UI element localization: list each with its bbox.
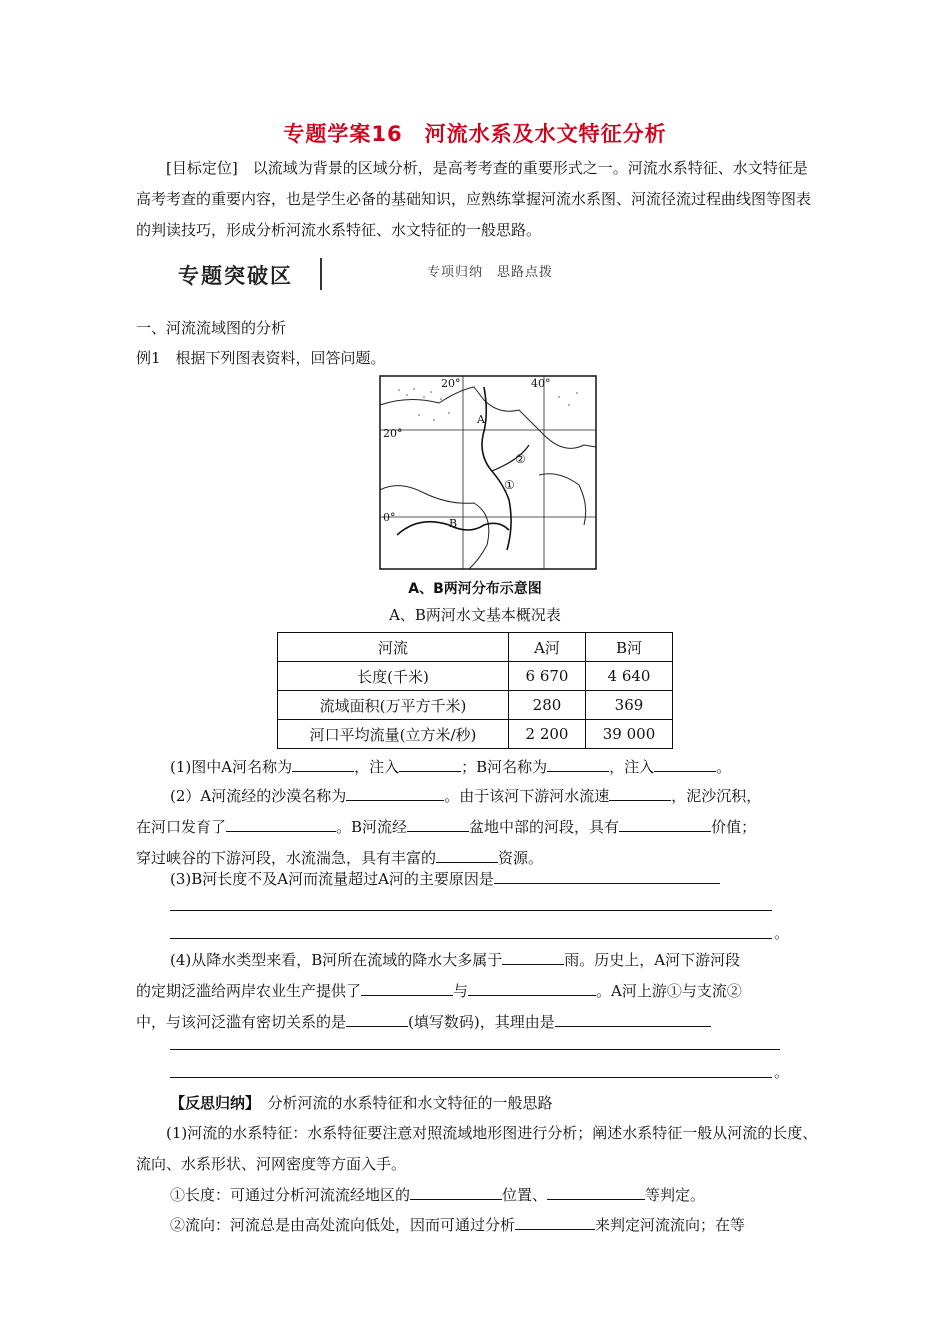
q4-text: 中，与该河泛滥有密切关系的是 (136, 1013, 347, 1031)
answer-line[interactable] (170, 910, 772, 911)
q1-text: 。 (716, 758, 732, 776)
answer-line[interactable] (170, 938, 772, 939)
answer-blank[interactable] (494, 869, 720, 884)
reflection-text: 等判定。 (645, 1186, 706, 1204)
question-4 (136, 945, 820, 1038)
answer-blank[interactable] (555, 1012, 711, 1027)
table-cell: 39 000 (586, 720, 673, 749)
target-positioning: [目标定位] 以流域为背景的区域分析，是高考考查的重要形式之一。河流水系特征、水文特征是高考考查的重要内容，也是学生必备的基础知识，应熟练掌握河流水系图、河流径流过程曲线图等图表的判读技巧，形成分析河流水系特征、水文特征的一般思路。 (136, 159, 812, 239)
reflection-p1: (1)河流的水系特征：水系特征要注意对照流域地形图进行分析；阐述水系特征一般从河流的长度、流向、水系形状、河网密度等方面入手。 (136, 1124, 818, 1173)
q4-text: 雨。历史上，A河下游河段 (564, 951, 741, 969)
answer-line[interactable] (170, 1077, 772, 1078)
q3-text: (3)B河长度不及A河而流量超过A河的主要原因是 (170, 870, 494, 888)
q2-text: 盆地中部的河段，具有 (469, 818, 620, 836)
river-map (379, 375, 597, 570)
table-header-row (278, 633, 673, 662)
map-lat-label-0: 0° (383, 511, 396, 524)
answer-blank[interactable] (547, 757, 609, 772)
reflection-text: 来判定河流流向；在等 (595, 1216, 746, 1234)
q2-text: 在河口发育了 (136, 818, 227, 836)
map-marker-1: ① (504, 478, 515, 492)
answer-blank[interactable] (407, 817, 469, 832)
answer-blank[interactable] (436, 848, 498, 863)
q4-end: 。 (774, 1063, 790, 1081)
table-cell: 河口平均流量(立方米/秒) (278, 720, 509, 749)
reflection-label: 【反思归纳】 (170, 1094, 253, 1112)
answer-blank[interactable] (547, 1185, 645, 1200)
q4-text: (4)从降水类型来看，B河所在流域的降水大多属于 (170, 951, 503, 969)
table-cell: 280 (509, 691, 586, 720)
q4-text: 。A河上游①与支流② (596, 982, 742, 1000)
table-caption: A、B两河水文基本概况表 (389, 606, 561, 624)
reflection-text: ②流向：河流总是由高处流向低处，因而可通过分析 (170, 1216, 516, 1234)
table-cell: 2 200 (509, 720, 586, 749)
answer-blank[interactable] (468, 981, 596, 996)
table-cell: 长度(千米) (278, 662, 509, 691)
question-3 (170, 864, 820, 895)
table-header-cell: 河流 (278, 633, 509, 662)
map-lon-label-20: 20° (441, 377, 461, 390)
map-caption: A、B两河分布示意图 (408, 581, 542, 597)
answer-line[interactable] (170, 1049, 780, 1050)
map-marker-b: B (449, 517, 458, 530)
reflection-title: 分析河流的水系特征和水文特征的一般思路 (252, 1094, 553, 1112)
q1-text: (1)图中A河名称为 (170, 758, 293, 776)
answer-blank[interactable] (619, 817, 711, 832)
page-title: 专题学案16 河流水系及水文特征分析 (283, 122, 667, 146)
map-lon-label-40: 40° (531, 377, 551, 390)
q4-text: 与 (453, 982, 469, 1000)
answer-blank[interactable] (226, 817, 336, 832)
answer-blank[interactable] (346, 1012, 408, 1027)
table-header-cell: A河 (509, 633, 586, 662)
table-cell: 6 670 (509, 662, 586, 691)
hydrology-table (277, 632, 673, 749)
q2-text: 资源。 (498, 849, 544, 867)
answer-blank[interactable] (515, 1215, 595, 1230)
table-cell: 流域面积(万平方千米) (278, 691, 509, 720)
map-marker-2: ② (515, 452, 526, 466)
example-intro: 例1 根据下列图表资料，回答问题。 (136, 349, 386, 367)
table-row (278, 662, 673, 691)
q2-text: (2）A河流经的沙漠名称为 (170, 787, 347, 805)
table-header-cell: B河 (586, 633, 673, 662)
answer-blank[interactable] (292, 757, 354, 772)
q2-text: ，泥沙沉积， (671, 787, 762, 805)
question-1 (170, 752, 820, 783)
q1-text: ，注入 (609, 758, 655, 776)
reflection-text: ①长度：可通过分析河流流经地区的 (170, 1186, 411, 1204)
answer-blank[interactable] (654, 757, 716, 772)
section-banner (172, 258, 838, 294)
reflection-heading (170, 1088, 820, 1119)
section-heading: 一、河流流域图的分析 (136, 319, 287, 337)
table-cell: 4 640 (586, 662, 673, 691)
q2-text: 。B河流经 (336, 818, 408, 836)
table-row (278, 691, 673, 720)
q1-text: ；B河名称为 (461, 758, 548, 776)
map-marker-a: A (477, 413, 485, 426)
answer-blank[interactable] (346, 786, 444, 801)
banner-label: 专题突破区 (178, 264, 293, 288)
question-2 (136, 781, 820, 874)
banner-subtitle: 专项归纳 思路点拨 (427, 265, 554, 280)
q1-text: ，注入 (354, 758, 400, 776)
q2-text: 。由于该河下游河水流速 (444, 787, 610, 805)
reflection-p3 (170, 1210, 820, 1241)
table-cell: 369 (586, 691, 673, 720)
answer-blank[interactable] (609, 786, 671, 801)
answer-blank[interactable] (502, 950, 564, 965)
q4-text: 的定期泛滥给两岸农业生产提供了 (136, 982, 362, 1000)
table-row (278, 720, 673, 749)
q3-end: 。 (774, 924, 790, 942)
answer-blank[interactable] (361, 981, 453, 996)
reflection-text: 位置、 (502, 1186, 548, 1204)
map-lat-label-20: 20° (383, 427, 403, 440)
reflection-p2 (170, 1180, 820, 1211)
answer-blank[interactable] (410, 1185, 502, 1200)
answer-blank[interactable] (399, 757, 461, 772)
q2-text: 穿过峡谷的下游河段，水流湍急，具有丰富的 (136, 849, 437, 867)
q2-text: 价值； (711, 818, 757, 836)
q4-text: (填写数码)，其理由是 (408, 1013, 555, 1031)
